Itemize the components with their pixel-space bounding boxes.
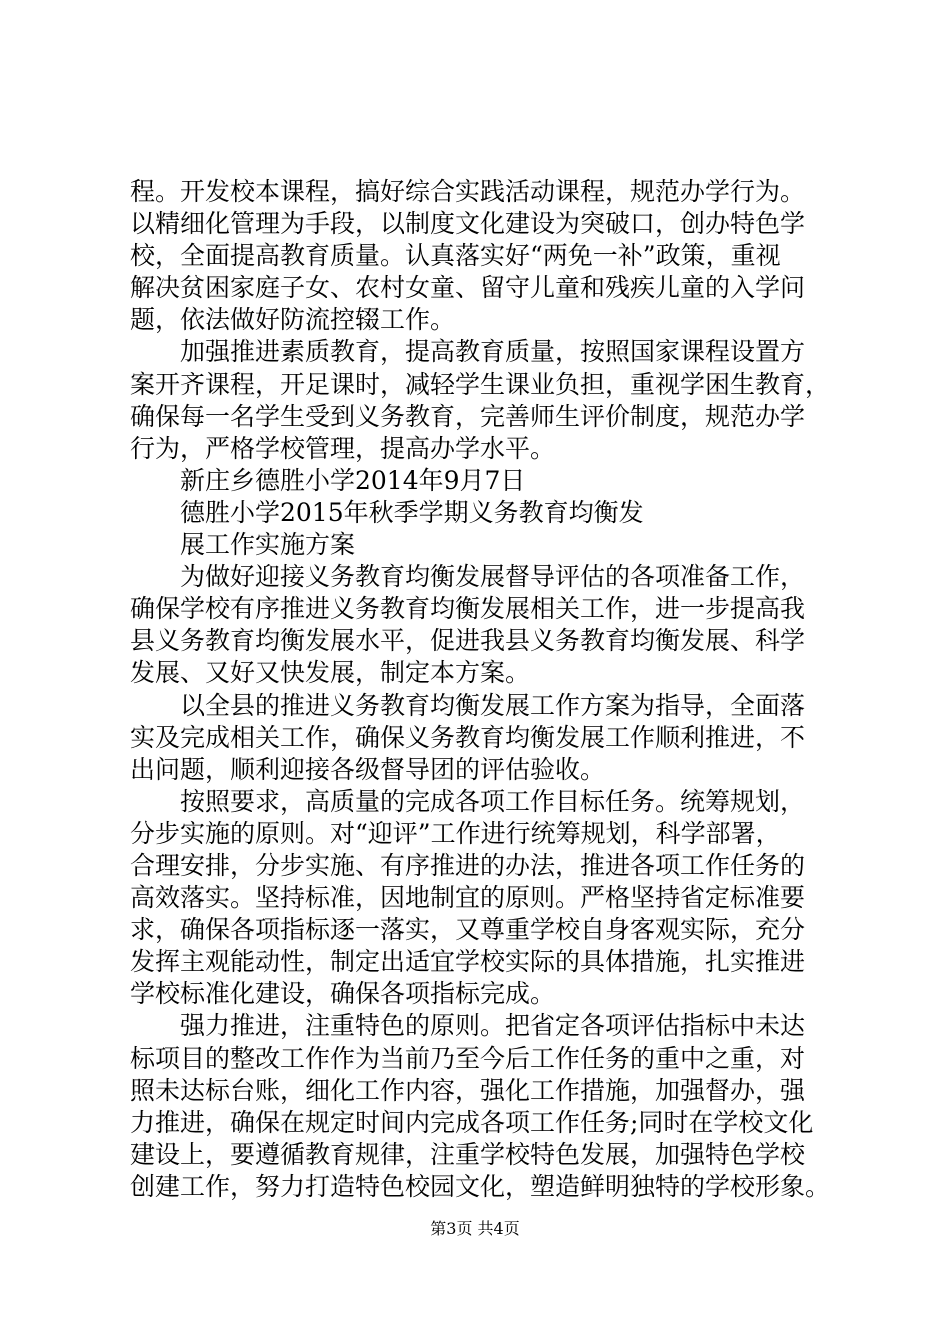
- text-line: 标项目的整改工作作为当前乃至今后工作任务的重中之重，对: [130, 1043, 806, 1073]
- text-line: 发展、又好又快发展，制定本方案。: [130, 658, 531, 688]
- paragraph-first-line: 以全县的推进义务教育均衡发展工作方案为指导，全面落: [180, 690, 806, 720]
- text-line: 确保学校有序推进义务教育均衡发展相关工作，进一步提高我: [130, 594, 806, 624]
- text-line: 照未达标台账，细化工作内容，强化工作措施，加强督办，强: [130, 1075, 806, 1105]
- paragraph-first-line: 按照要求，高质量的完成各项工作目标任务。统筹规划，: [180, 786, 806, 816]
- text-line: 分步实施的原则。对“迎评”工作进行统筹规划，科学部署，: [130, 818, 781, 848]
- body-text: [130, 176, 830, 1203]
- text-line: 创建工作，努力打造特色校园文化，塑造鲜明独特的学校形象。: [130, 1171, 831, 1201]
- text-line: 求，确保各项指标逐一落实，又尊重学校自身客观实际，充分: [130, 915, 806, 945]
- text-line: 实及完成相关工作，确保义务教育均衡发展工作顺利推进，不: [130, 722, 806, 752]
- page-number-label: 第3页 共4页: [430, 1219, 520, 1238]
- paragraph-first-line: 展工作实施方案: [180, 530, 356, 560]
- text-line: 解决贫困家庭子女、农村女童、留守儿童和残疾儿童的入学问: [130, 273, 806, 303]
- text-line: 校，全面提高教育质量。认真落实好“两免一补”政策，重视: [130, 241, 781, 271]
- text-line: 建设上，要遵循教育规律，注重学校特色发展，加强特色学校: [130, 1139, 806, 1169]
- text-line: 发挥主观能动性，制定出适宜学校实际的具体措施，扎实推进: [130, 947, 806, 977]
- text-line: 行为，严格学校管理，提高办学水平。: [130, 433, 556, 463]
- text-line: 出问题，顺利迎接各级督导团的评估验收。: [130, 754, 606, 784]
- page-footer: [0, 1218, 950, 1240]
- text-line: 力推进，确保在规定时间内完成各项工作任务;同时在学校文化: [130, 1107, 814, 1137]
- paragraph-first-line: 加强推进素质教育，提高教育质量，按照国家课程设置方: [180, 337, 806, 367]
- text-line: 学校标准化建设，确保各项指标完成。: [130, 979, 556, 1009]
- text-line: 高效落实。坚持标准，因地制宜的原则。严格坚持省定标准要: [130, 883, 806, 913]
- text-line: 县义务教育均衡发展水平，促进我县义务教育均衡发展、科学: [130, 626, 806, 656]
- text-line: 程。开发校本课程，搞好综合实践活动课程，规范办学行为。: [130, 177, 806, 206]
- text-line: 合理安排，分步实施、有序推进的办法，推进各项工作任务的: [130, 850, 806, 880]
- paragraph-first-line: 新庄乡德胜小学2014年9月7日: [180, 465, 526, 495]
- text-line: 题，依法做好防流控辍工作。: [130, 305, 456, 335]
- paragraph-first-line: 德胜小学2015年秋季学期义务教育均衡发: [180, 497, 644, 527]
- paragraph-first-line: 强力推进，注重特色的原则。把省定各项评估指标中未达: [180, 1011, 806, 1041]
- text-line: 确保每一名学生受到义务教育，完善师生评价制度，规范办学: [130, 401, 806, 431]
- paragraph-first-line: 为做好迎接义务教育均衡发展督导评估的各项准备工作，: [180, 562, 806, 592]
- text-line: 案开齐课程，开足课时，减轻学生课业负担，重视学困生教育，: [130, 369, 831, 399]
- text-line: 以精细化管理为手段，以制度文化建设为突破口，创办特色学: [130, 209, 806, 239]
